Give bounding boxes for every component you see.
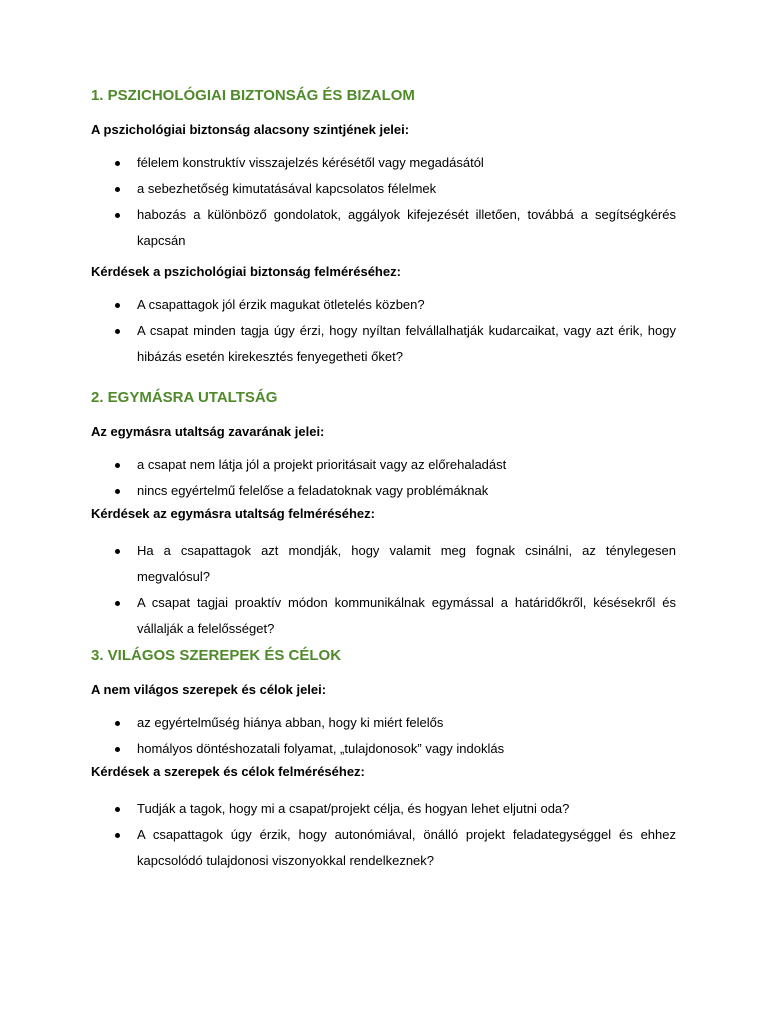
list-item [91,452,676,478]
bullet-icon [115,489,120,494]
list-item-text: félelem konstruktív visszajelzés kérésétől vagy megadásától [137,155,484,170]
questions-list [91,538,676,642]
section-interdependence [91,386,676,642]
list-item [91,478,676,504]
questions-heading: Kérdések a pszichológiai biztonság felméréséhez: [91,264,401,279]
list-item [91,292,676,318]
section-psychological-safety [91,84,676,370]
bullet-icon [115,303,120,308]
document-content [91,84,676,874]
section-title: 2. EGYMÁSRA UTALTSÁG [91,389,278,406]
bullet-icon [115,747,120,752]
list-item-text: A csapat minden tagja úgy érzi, hogy nyíltan felvállalhatják kudarcaikat, vagy azt érik, hogy hibázás esetén kirekesztés fenyegetheti őket? [137,323,676,364]
list-item-text: a sebezhetőség kimutatásával kapcsolatos félelmek [137,181,437,196]
signs-list [91,452,676,504]
signs-heading: A pszichológiai biztonság alacsony szintjének jelei: [91,122,410,137]
list-item-text: az egyértelműség hiánya abban, hogy ki miért felelős [137,715,444,730]
questions-list [91,292,676,370]
list-item-text: A csapattagok úgy érzik, hogy autonómiával, önálló projekt feladategységgel és ehhez kapcsolódó tulajdonosi viszonyokkal rendelkeznek? [137,827,676,868]
list-item [91,710,676,736]
list-item-text: A csapat tagjai proaktív módon kommunikálnak egymással a határidőkről, késésekről és vállalják a felelősséget? [137,595,676,636]
bullet-icon [115,329,120,334]
section-title: 3. VILÁGOS SZEREPEK ÉS CÉLOK [91,647,342,664]
list-item-text: homályos döntéshozatali folyamat, „tulajdonosok” vagy indoklás [137,741,505,756]
list-item-text: a csapat nem látja jól a projekt prioritásait vagy az előrehaladást [137,457,507,472]
section-clear-roles-goals [91,644,676,874]
questions-list [91,796,676,874]
section-title: 1. PSZICHOLÓGIAI BIZTONSÁG ÉS BIZALOM [91,87,415,104]
signs-list [91,150,676,254]
list-item [91,538,676,590]
list-item [91,318,676,370]
bullet-icon [115,721,120,726]
list-item [91,590,676,642]
list-item [91,822,676,874]
bullet-icon [115,213,120,218]
bullet-icon [115,807,120,812]
bullet-icon [115,833,120,838]
list-item [91,176,676,202]
list-item [91,796,676,822]
bullet-icon [115,161,120,166]
list-item [91,150,676,176]
bullet-icon [115,463,120,468]
list-item [91,736,676,762]
signs-heading: A nem világos szerepek és célok jelei: [91,682,327,697]
questions-heading: Kérdések a szerepek és célok felméréséhez: [91,764,365,779]
list-item-text: Ha a csapattagok azt mondják, hogy valamit meg fognak csinálni, az ténylegesen megvalósul? [137,543,676,584]
bullet-icon [115,187,120,192]
list-item-text: A csapattagok jól érzik magukat ötletelés közben? [137,297,425,312]
bullet-icon [115,549,120,554]
bullet-icon [115,601,120,606]
list-item-text: habozás a különböző gondolatok, aggályok kifejezését illetően, továbbá a segítségkérés kapcsán [137,207,676,248]
list-item-text: nincs egyértelmű felelőse a feladatoknak vagy problémáknak [137,483,489,498]
signs-heading: Az egymásra utaltság zavarának jelei: [91,424,325,439]
list-item [91,202,676,254]
questions-heading: Kérdések az egymásra utaltság felméréséhez: [91,506,375,521]
signs-list [91,710,676,762]
list-item-text: Tudják a tagok, hogy mi a csapat/projekt célja, és hogyan lehet eljutni oda? [137,801,570,816]
